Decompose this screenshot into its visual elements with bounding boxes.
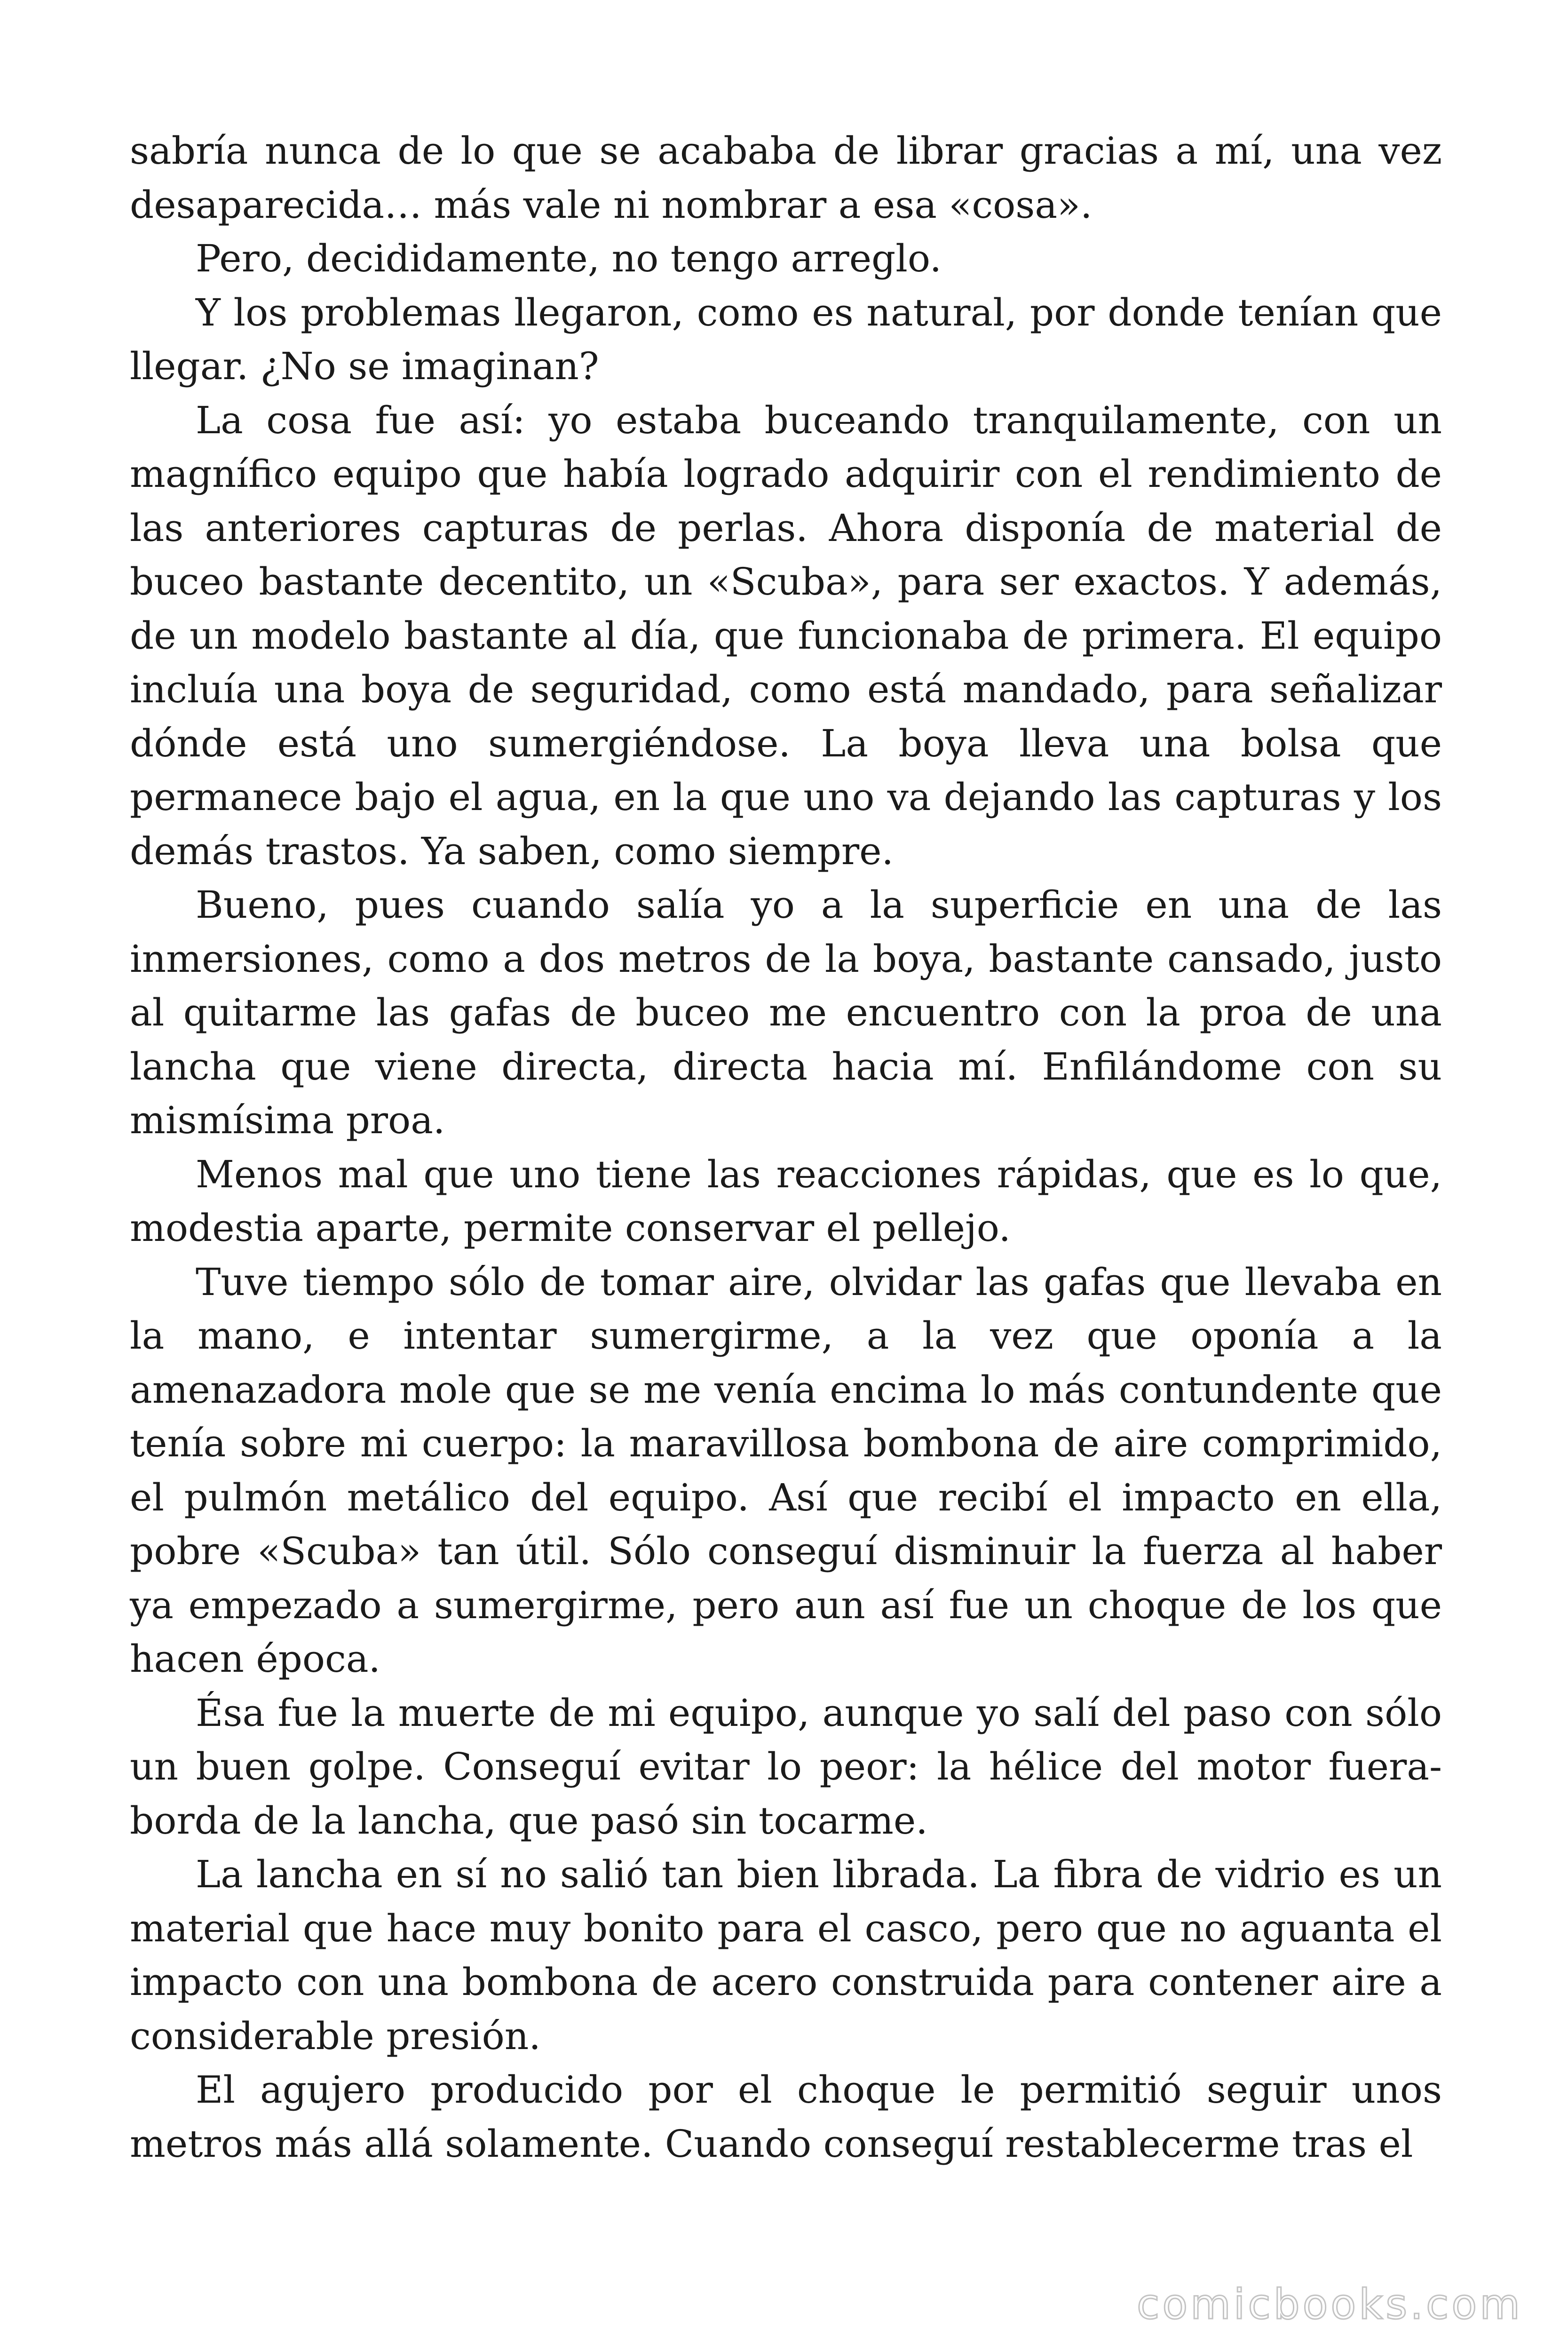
paragraph: La lancha en sí no salió tan bien librada. La fibra de vidrio es un material que hace muy bonito para el casco, pero que no aguanta el impacto con una bombona de acero construida para contener aire a considerable presión. [130,1852,1442,2058]
paragraph-continued: sabría nunca de lo que se acababa de librar gracias a mí, una vez desaparecida… más vale ni nombrar a esa «cosa». [130,129,1442,227]
paragraph: Bueno, pues cuando salía yo a la superficie en una de las inmersiones, como a dos metros de la boya, bastante cansado, justo al quitarme las gafas de buceo me encuentro con la proa de una lancha que viene directa, directa hacia mí. Enfilándome con su mismísima proa. [130,883,1442,1142]
paragraph: Tuve tiempo sólo de tomar aire, olvidar las gafas que llevaba en la mano, e intentar sumergirme, a la vez que oponía a la amenazadora mole que se me venía encima lo más contundente que tenía sobre mi cuerpo: la maravillosa bombona de aire comprimido, el pulmón metálico del equipo. Así que recibí el impacto en ella, pobre «Scuba» tan útil. Sólo conseguí disminuir la fuerza al haber ya empezado a sumergirme, pero aun así fue un choque de los que hacen época. [130,1260,1442,1681]
paragraph: Pero, decididamente, no tengo arreglo. [196,237,942,280]
paragraph: La cosa fue así: yo estaba buceando tranquilamente, con un magnífico equipo que había logrado adquirir con el rendimiento de las anteriores capturas de perlas. Ahora disponía de material de buceo bastante decentito, un «Scuba», para ser exactos. Y además, de un modelo bastante al día, que funcionaba de primera. El equipo incluía una boya de seguridad, como está mandado, para señalizar dónde está uno sumergiéndose. La boya lleva una bolsa que permanece bajo el agua, en la que uno va dejando las capturas y los demás trastos. Ya saben, como siempre. [130,398,1442,873]
paragraph: El agujero producido por el choque le permitió seguir unos metros más allá solamente. Cuando conseguí restablecerme tras el [130,2068,1442,2166]
site-watermark: comicbooks.com [1136,2280,1523,2328]
body-text [130,124,1442,2171]
paragraph: Menos mal que uno tiene las reacciones rápidas, que es lo que, modestia aparte, permite conservar el pellejo. [130,1152,1442,1250]
paragraph: Ésa fue la muerte de mi equipo, aunque yo salí del paso con sólo un buen golpe. Conseguí evitar lo peor: la hélice del motor fuera-borda de la lancha, que pasó sin tocarme. [130,1691,1442,1843]
paragraph: Y los problemas llegaron, como es natural, por donde tenían que llegar. ¿No se imaginan? [130,290,1442,388]
